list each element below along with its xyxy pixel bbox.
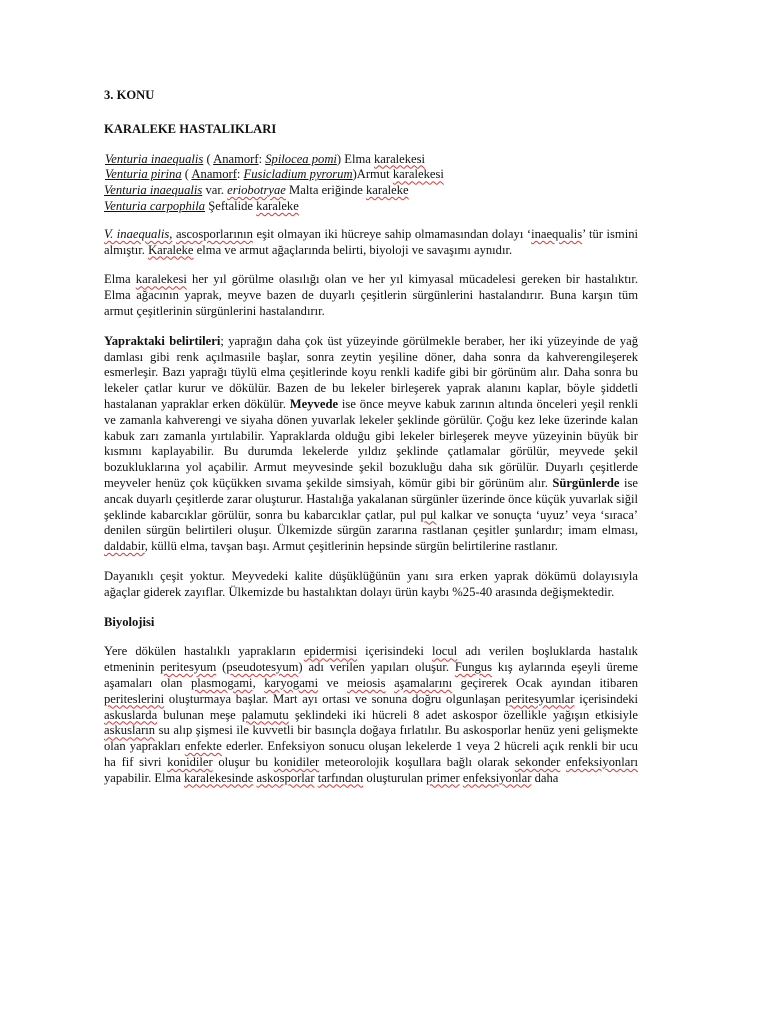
- page-title: KARALEKE HASTALIKLARI: [104, 121, 277, 136]
- paragraph-symptoms: Yapraktaki belirtileri; yaprağın daha çok üst yüzeyinde görülmekle beraber, her iki yüzeyinde de yağ damlası gibi renk açılmasıile başlar, sonra zeytin yeşiline döner, daha sonra da kahverengileşerek esmerleşir. Bazı yaprağı tüylü elma çeşitlerinde koyu renkli kadife gibi bir görünüm alır. Daha sonra bu lekeler çatlar kurur ve dökülür. Bazen de bu lekeler birleşerek yaprak alanını kaplar, böyle şiddetli hastalanan yapraklar erken dökülür. Meyvede ise önce meyve kabuk zarının altında önceleri yeşil renkli ve zamanla kahverengi ve siyaha dönen yuvarlak lekeler şeklinde görülür. Çoğu kez leke üzerinde kalan kabuk zarı zamanla yırtılabilir. Yapraklarda olduğu gibi lekeler birleşerek meyve yüzeyinin büyük bir kısmını kaplayabilir. Bu durumda lekelerde yıldız şeklinde çatlamalar görülür, meyvede şekil bozukluklarına yol açabilir. Armut meyvesinde şekil bozukluğu daha sık görülür. Duyarlı çeşitlerde meyveler henüz çok küçükken sıvama şekilde simsiyah, kömür gibi bir görünüm alır. Sürgünlerde ise ancak duyarlı çeşitlerde zarar oluşturur. Hastalığa yakalanan sürgünler üzerinde önce küçük yuvarlak siğil şeklinde kabarcıklar görülür, sonra bu kabarcıklar çatlar, pul pul kalkar ve sonuçta ‘uyuz’ veya ‘sıraca’ denilen sürgün belirtileri oluşur. Ülkemizde sürgün zararına rastlanan çeşitler şunlardır; imam elması, daldabir, küllü elma, tavşan başı. Armut çeşitlerinin hepsinde sürgün belirtilerine rastlanır.: [104, 333, 638, 554]
- species-line-2: Venturia pirina ( Anamorf: Fusicladium pyrorum)Armut karalekesi: [105, 167, 444, 182]
- paragraph-biology: Yere dökülen hastalıklı yaprakların epidermisi içerisindeki locul adı verilen boşluklarda hastalık etmeninin peritesyum (pseudotesyum) adı verilen yapıları oluşur. Fungus kış aylarında eşeyli üreme aşamaları olan plasmogami, karyogami ve meiosis aşamalarını geçirerek Ocak ayından itibaren periteslerini oluşturmaya başlar. Mart ayı ortası ve sonuna doğru olgunlaşan peritesyumlar içerisindeki askuslarda bulunan meşe palamutu şeklindeki iki hücreli 8 adet askospor özellikle yağışın etkisiyle askusların su alıp şişmesi ile kuvvetli bir basınçla doğaya fırlatılır. Bu askosporlar henüz yeni gelişmekte olan yaprakları enfekte ederler. Enfeksiyon sonucu oluşan lekelerde 1 veya 2 hücreli açık renkli bir ucu ha fif sivri konidiler oluşur bu konidiler meteorolojik koşullara bağlı olarak sekonder enfeksiyonları yapabilir. Elma karalekesinde askosporlar tarfından oluşturulan primer enfeksiyonlar daha: [104, 644, 639, 785]
- species-line-4: Venturia carpophila Şeftalide karaleke: [104, 198, 299, 213]
- paragraph-elma-karalekesi: Elma karalekesi her yıl görülme olasılığı olan ve her yıl kimyasal mücadelesi gereken bir hastalıktır. Elma ağacının yaprak, meyve bazen de duyarlı çeşitlerin sürgünlerini hastalandırır. Buna karşın tüm armut çeşitlerinin sürgünlerini hastalandırır.: [104, 272, 638, 318]
- species-list: [104, 152, 638, 215]
- paragraph-resistance: Dayanıklı çeşit yoktur. Meyvedeki kalite düşüklüğünün yanı sıra erken yaprak dökümü dolayısıyla ağaçlar giderek zayıflar. Ülkemizde bu hastalıktan dolayı ürün kaybı %25-40 arasında değişmektedir.: [104, 568, 638, 599]
- section-number: 3. KONU: [104, 88, 155, 102]
- species-line-1: Venturia inaequalis ( Anamorf: Spilocea pomi) Elma karalekesi: [105, 151, 426, 166]
- biology-heading: Biyolojisi: [104, 614, 155, 629]
- paragraph-inaequalis: V. inaequalis, ascosporlarının eşit olmayan iki hücreye sahip olmamasından dolayı ‘inaequalis’ tür ismini almıştır. Karaleke elma ve armut ağaçlarında belirti, biyoloji ve savaşımı aynıdır.: [104, 226, 638, 257]
- species-line-3: Venturia inaequalis var. eriobotryae Malta eriğinde karaleke: [104, 183, 409, 198]
